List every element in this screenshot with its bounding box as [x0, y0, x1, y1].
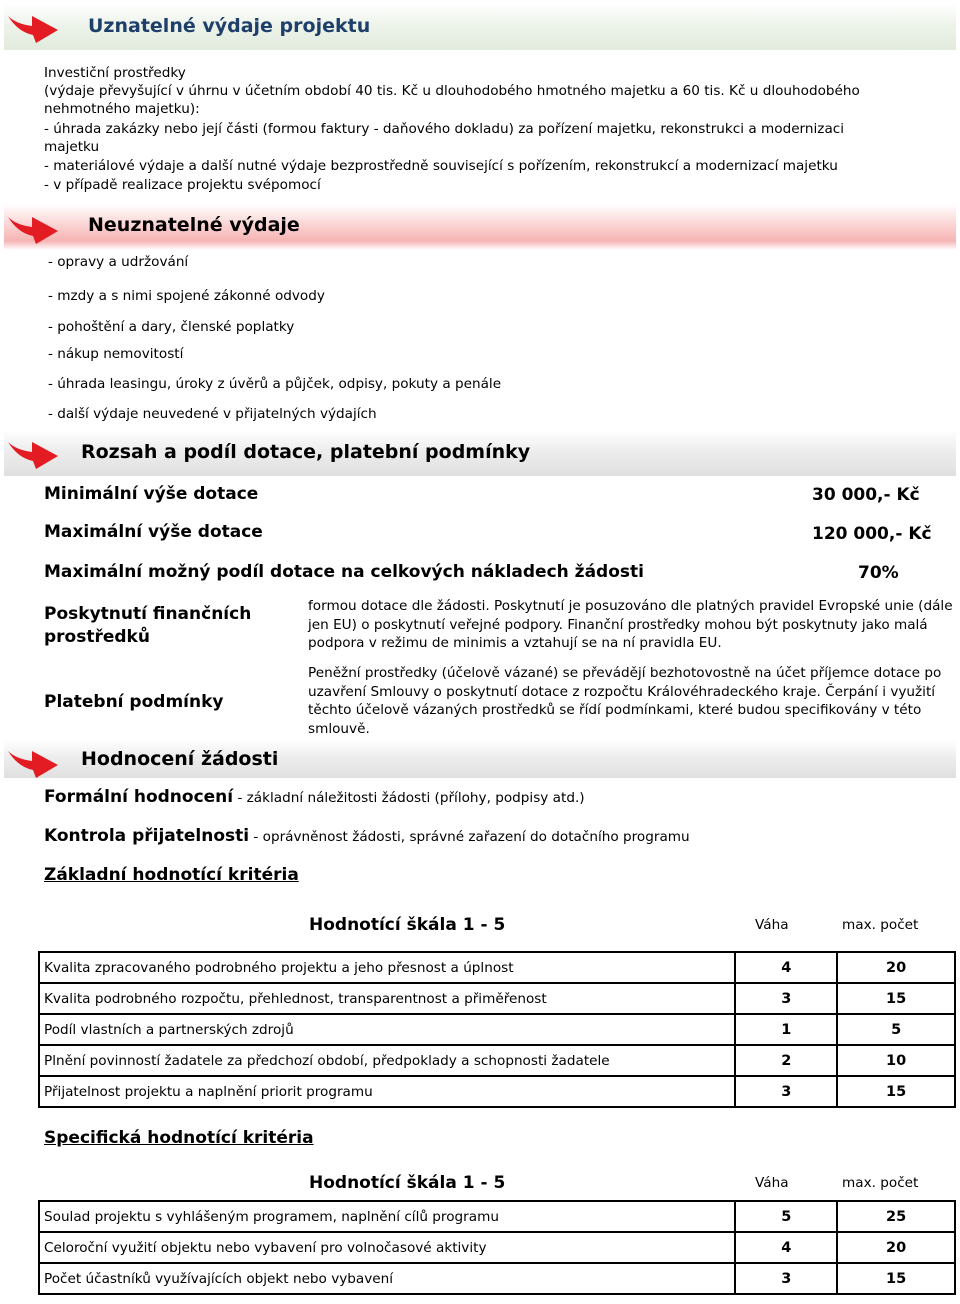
table-row — [39, 1201, 955, 1232]
provision-text: formou dotace dle žádosti. Poskytnutí je posuzováno dle platných pravidel Evropské unie (dále jen EU) o poskytnutí veřejné podpory. Finanční prostředky mohou být poskytnuty jako malá podpora v režimu de minimis a vztahují se na ní pravidla EU. — [308, 598, 953, 652]
weight-cell: 3 — [735, 1263, 837, 1294]
max-cell: 15 — [837, 1263, 955, 1294]
provision-label: Poskytnutí finančních — [44, 604, 252, 624]
basic-criteria-table — [38, 951, 956, 1108]
eligible-line: - úhrada zakázky nebo její části (formou faktury - daňového dokladu) za pořízení majetku, rekonstrukci a modernizaci — [44, 121, 845, 137]
max-share-value: 70% — [858, 563, 899, 583]
eligible-line: Investiční prostředky — [44, 65, 186, 81]
red-arrow-icon — [6, 436, 60, 470]
table-row — [39, 983, 955, 1014]
basic-criteria-title: Základní hodnotící kritéria — [44, 865, 299, 885]
eligible-line: - v případě realizace projektu svépomocí — [44, 177, 321, 193]
eligible-line: (výdaje převyšující v úhrnu v účetním období 40 tis. Kč u dlouhodobého hmotného majetku a 60 tis. Kč u dlouhodobého — [44, 83, 860, 99]
criterion-cell: Počet účastníků využívajících objekt nebo vybavení — [39, 1263, 735, 1294]
criterion-cell: Podíl vlastních a partnerských zdrojů — [39, 1014, 735, 1045]
max-cell: 25 — [837, 1201, 955, 1232]
eligible-line: majetku — [44, 139, 100, 155]
basic-max-header: max. počet — [842, 917, 919, 933]
eligible-line: nehmotného majetku): — [44, 101, 200, 117]
criterion-cell: Celoroční využití objektu nebo vybavení pro volnočasové aktivity — [39, 1232, 735, 1263]
red-arrow-icon — [6, 745, 60, 779]
eligibility-check-label: Kontrola přijatelnosti — [44, 826, 250, 846]
max-cell: 10 — [837, 1045, 955, 1076]
eligibility-check-text: - oprávněnost žádosti, správné zařazení do dotačního programu — [249, 829, 690, 845]
eligible-line: - materiálové výdaje a další nutné výdaje bezprostředně související s pořízením, rekonstrukcí a modernizací majetku — [44, 158, 838, 174]
ineligible-item: - další výdaje neuvedené v přijatelných výdajích — [48, 406, 377, 422]
weight-cell: 3 — [735, 983, 837, 1014]
criterion-cell: Kvalita zpracovaného podrobného projektu a jeho přesnost a úplnost — [39, 952, 735, 983]
ineligible-item: - úhrada leasingu, úroky z úvěrů a půjček, odpisy, pokuty a penále — [48, 376, 502, 392]
max-subsidy-label: Maximální výše dotace — [44, 522, 263, 542]
min-subsidy-label: Minimální výše dotace — [44, 484, 259, 504]
specific-criteria-title: Specifická hodnotící kritéria — [44, 1128, 314, 1148]
formal-evaluation-label: Formální hodnocení — [44, 787, 234, 807]
specific-weight-header: Váha — [755, 1175, 789, 1191]
criterion-cell: Soulad projektu s vyhlášeným programem, naplnění cílů programu — [39, 1201, 735, 1232]
table-row — [39, 1014, 955, 1045]
max-cell: 20 — [837, 952, 955, 983]
formal-evaluation-text: - základní náležitosti žádosti (přílohy, podpisy atd.) — [233, 790, 585, 806]
weight-cell: 5 — [735, 1201, 837, 1232]
table-row — [39, 1045, 955, 1076]
max-cell: 15 — [837, 983, 955, 1014]
max-share-label: Maximální možný podíl dotace na celkových nákladech žádosti — [44, 562, 644, 582]
max-cell: 5 — [837, 1014, 955, 1045]
weight-cell: 3 — [735, 1076, 837, 1107]
section-title-scope: Rozsah a podíl dotace, platební podmínky — [81, 441, 531, 463]
section-title-ineligible: Neuznatelné výdaje — [88, 214, 300, 236]
basic-scale-label: Hodnotící škála 1 - 5 — [309, 915, 506, 935]
specific-scale-label: Hodnotící škála 1 - 5 — [309, 1173, 506, 1193]
ineligible-item: - opravy a udržování — [48, 254, 189, 270]
table-row — [39, 1232, 955, 1263]
criterion-cell: Přijatelnost projektu a naplnění priorit programu — [39, 1076, 735, 1107]
criterion-cell: Kvalita podrobného rozpočtu, přehlednost, transparentnost a přiměřenost — [39, 983, 735, 1014]
weight-cell: 2 — [735, 1045, 837, 1076]
payment-text: Peněžní prostředky (účelově vázané) se převádějí bezhotovostně na účet příjemce dotace po uzavření Smlouvy o poskytnutí dotace z rozpočtu Královéhradeckého kraje. Čerpání i využití těchto účelově vázaných prostředků se řídí podmínkami, které budou specifikovány v této smlouvě. — [308, 665, 942, 737]
weight-cell: 1 — [735, 1014, 837, 1045]
weight-cell: 4 — [735, 1232, 837, 1263]
ineligible-item: - nákup nemovitostí — [48, 346, 184, 362]
eligibility-check — [44, 826, 690, 846]
specific-max-header: max. počet — [842, 1175, 919, 1191]
criterion-cell: Plnění povinností žadatele za předchozí období, předpoklady a schopnosti žadatele — [39, 1045, 735, 1076]
max-subsidy-value: 120 000,- Kč — [812, 524, 932, 544]
ineligible-item: - mzdy a s nimi spojené zákonné odvody — [48, 288, 325, 304]
red-arrow-icon — [6, 211, 60, 245]
provision-label-2: prostředků — [44, 627, 150, 647]
table-row — [39, 1076, 955, 1107]
weight-cell: 4 — [735, 952, 837, 983]
specific-criteria-table — [38, 1200, 956, 1295]
max-cell: 15 — [837, 1076, 955, 1107]
section-title-evaluation: Hodnocení žádosti — [81, 748, 279, 770]
table-row — [39, 952, 955, 983]
ineligible-item: - pohoštění a dary, členské poplatky — [48, 319, 295, 335]
table-row — [39, 1263, 955, 1294]
red-arrow-icon — [6, 10, 60, 44]
formal-evaluation — [44, 787, 585, 807]
basic-weight-header: Váha — [755, 917, 789, 933]
payment-label: Platební podmínky — [44, 692, 224, 712]
section-title-eligible: Uznatelné výdaje projektu — [88, 15, 371, 37]
min-subsidy-value: 30 000,- Kč — [812, 485, 920, 505]
max-cell: 20 — [837, 1232, 955, 1263]
